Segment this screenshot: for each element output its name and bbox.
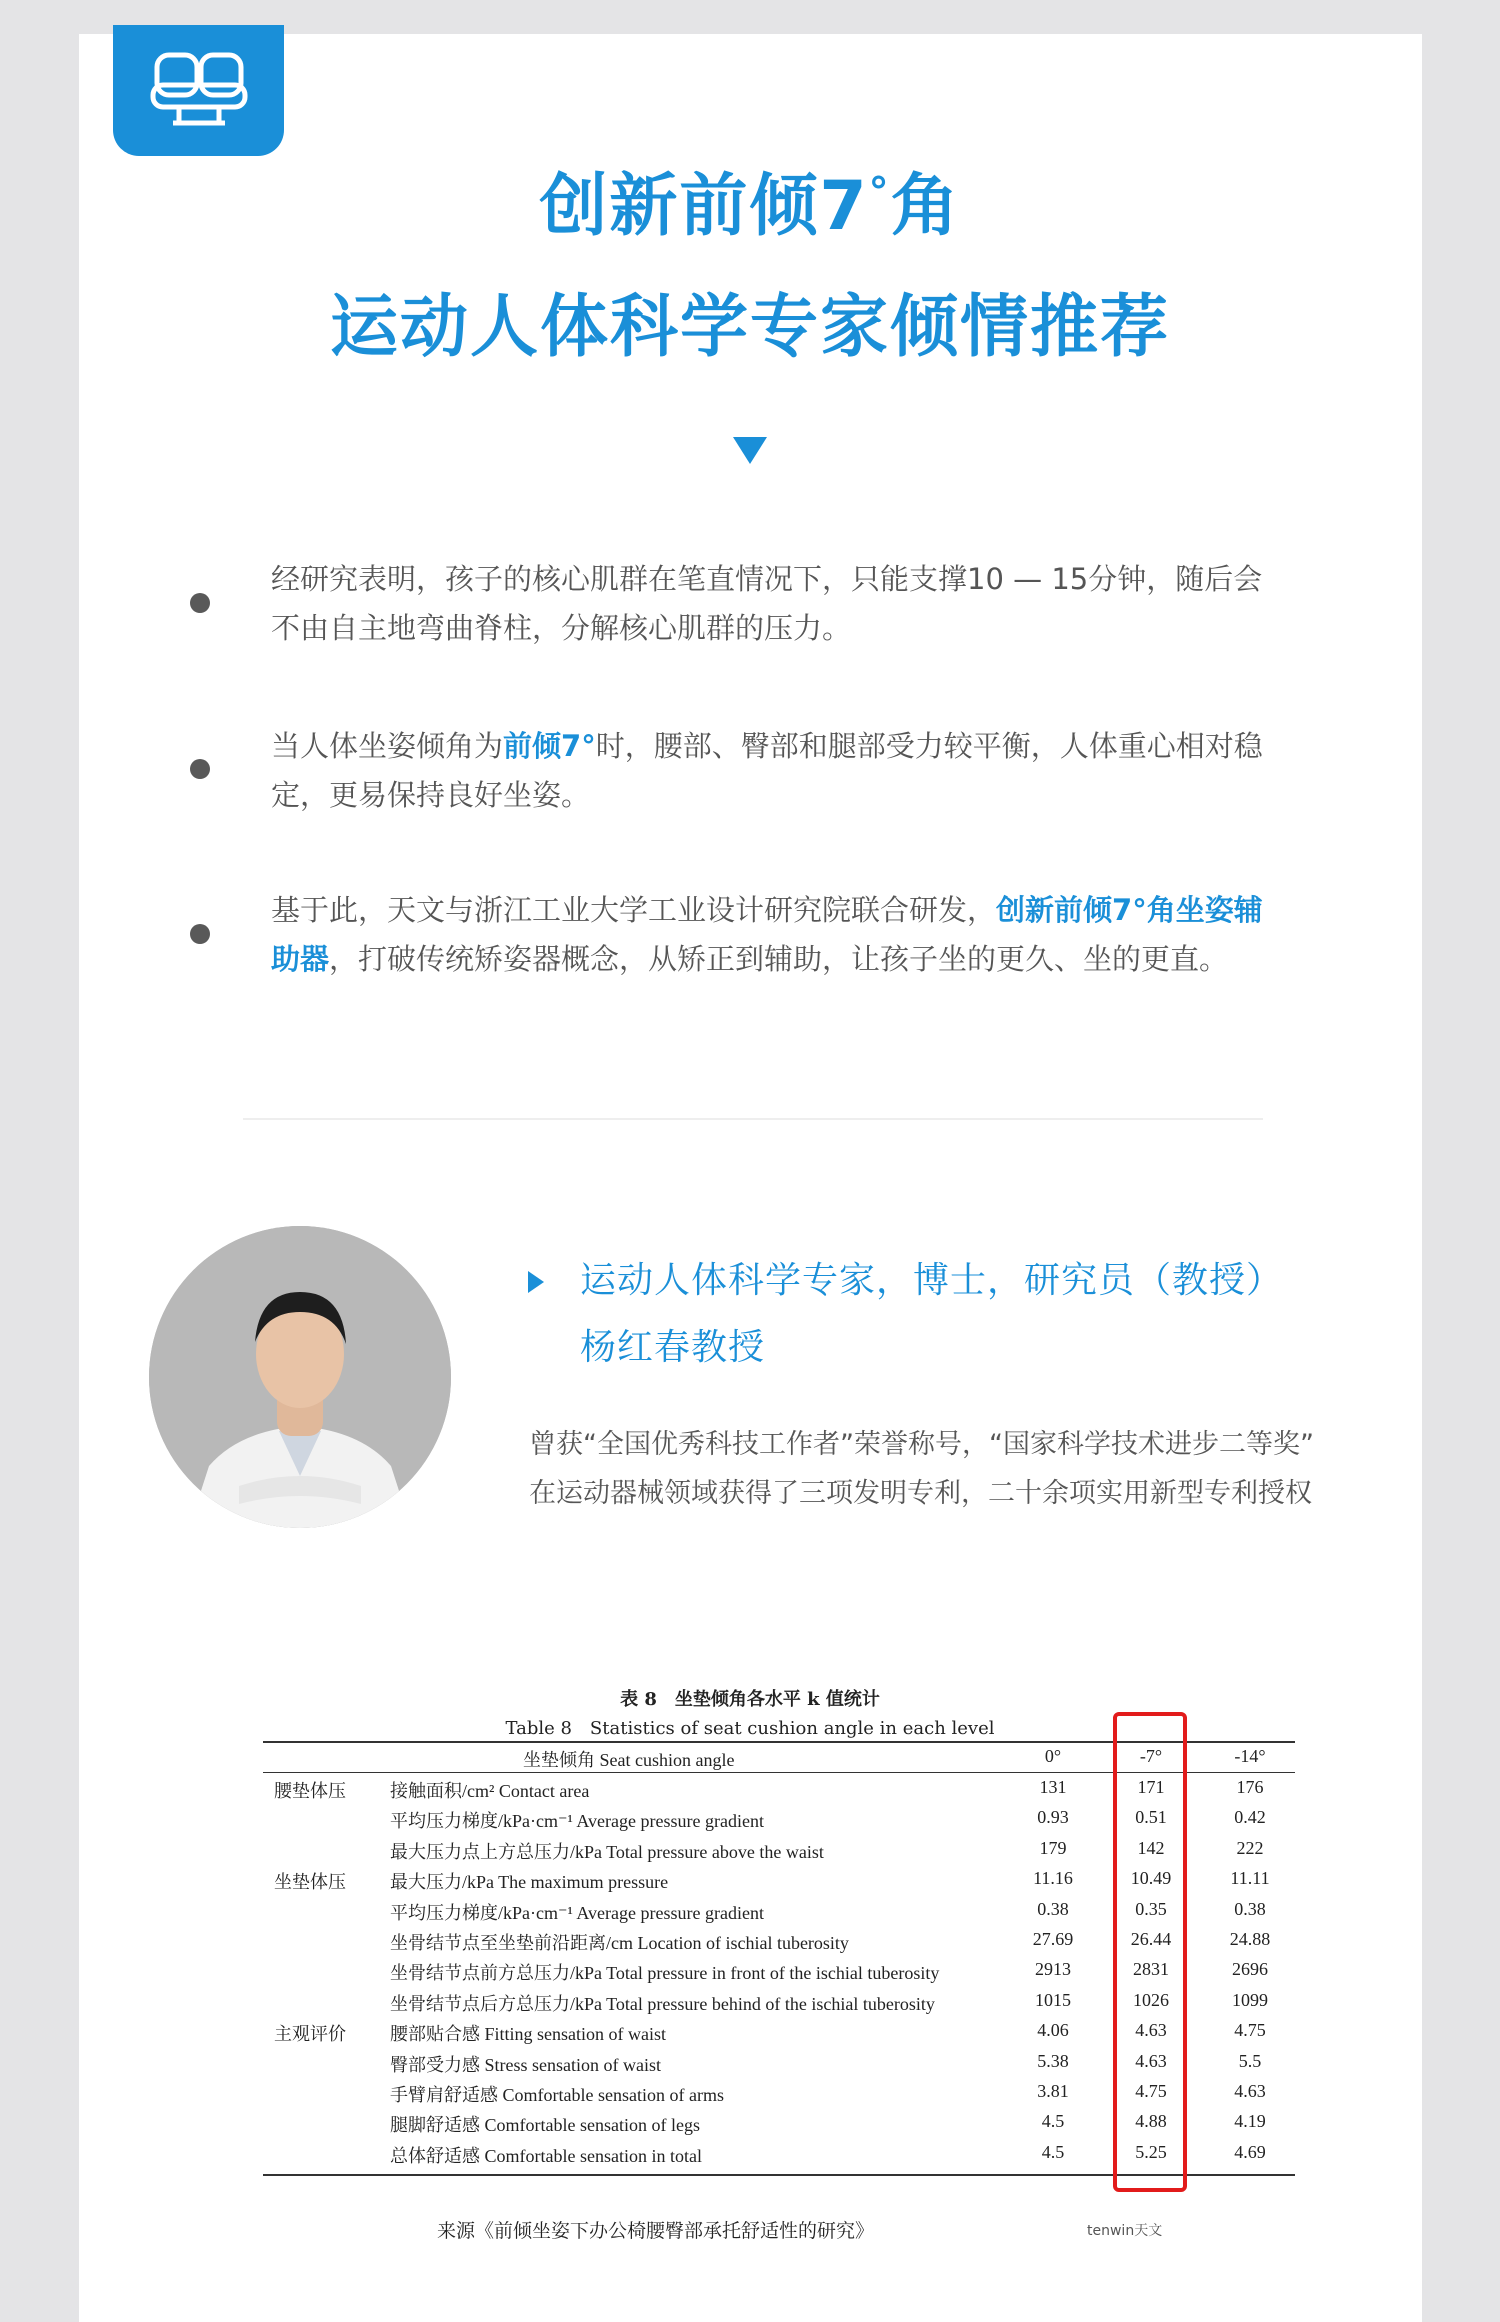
- table-cell-v0: 11.16: [1033, 1868, 1073, 1889]
- table-cell-v1: 4.63: [1135, 2050, 1167, 2071]
- table-cell-label: 最大压力/kPa The maximum pressure: [390, 1872, 669, 1893]
- table-cell-label: 坐骨结节点前方总压力/kPa Total pressure in front of the ischial tuberosity: [390, 1963, 940, 1984]
- expert-name: 杨红春教授: [580, 1327, 766, 1368]
- table-cell-v0: 0.93: [1037, 1807, 1069, 1828]
- table-cell-v2: 0.38: [1234, 1898, 1266, 1919]
- table-cell-v1: 142: [1137, 1837, 1165, 1858]
- table-cell-v1: 4.88: [1135, 2111, 1167, 2132]
- table-cell-v0: 27.69: [1032, 1929, 1074, 1949]
- table-cell-v1: 4.75: [1135, 2081, 1167, 2101]
- bullet-dot: [190, 759, 210, 779]
- play-icon: [528, 1271, 544, 1293]
- table-cell-v2: 4.63: [1234, 2081, 1266, 2101]
- table-cell-group: 腰垫体压: [274, 1781, 346, 1801]
- table-cell-v2: 24.88: [1229, 1929, 1271, 1949]
- table-cell-v1: 10.49: [1130, 1868, 1172, 1889]
- table-cell-v1: 171: [1137, 1777, 1165, 1797]
- table-cell-v0: 4.5: [1041, 2111, 1065, 2132]
- table-cell-v0: 2913: [1035, 1959, 1071, 1980]
- table-cell-v0: 4.5: [1041, 2141, 1065, 2162]
- table-cell-label: 总体舒适感 Comfortable sensation in total: [390, 2145, 702, 2166]
- product-badge: [113, 25, 284, 156]
- table-cell-v2: 4.69: [1234, 2141, 1266, 2162]
- table-cell-v0: 4.06: [1037, 2020, 1069, 2041]
- table-cell-label: 平均压力梯度/kPa·cm⁻¹ Average pressure gradient: [390, 1811, 764, 1832]
- paragraph-2: 当人体坐姿倾角为前倾7°时，腰部、臀部和腿部受力较平衡，人体重心相对稳定，更易保持良好坐姿。: [271, 729, 1263, 812]
- expert-title: 运动人体科学专家，博士，研究员（教授）: [580, 1260, 1284, 1301]
- table-header-label: 坐垫倾角 Seat cushion angle: [523, 1750, 735, 1770]
- table-cell-label: 腰部贴合感 Fitting sensation of waist: [390, 2024, 666, 2045]
- paragraph-1: 经研究表明，孩子的核心肌群在笔直情况下，只能支撑10 — 15分钟，随后会不由自主地弯曲脊柱，分解核心肌群的压力。: [271, 562, 1263, 645]
- table-cell-v2: 222: [1236, 1837, 1264, 1858]
- table-cell-v1: 26.44: [1130, 1929, 1172, 1949]
- table-cell-v1: 0.51: [1135, 1807, 1167, 1828]
- table-header-cell: -14°: [1234, 1746, 1266, 1766]
- page-title-line2: 运动人体科学专家倾情推荐: [329, 288, 1170, 367]
- bullet-dot: [190, 924, 210, 944]
- table-cell-label: 接触面积/cm² Contact area: [390, 1781, 590, 1801]
- table-cell-label: 最大压力点上方总压力/kPa Total pressure above the waist: [390, 1841, 824, 1862]
- table-cell-label: 坐骨结节点至坐垫前沿距离/cm Location of ischial tuberosity: [390, 1933, 849, 1953]
- expert-description: 曾获“全国优秀科技工作者”荣誉称号，“国家科学技术进步二等奖” 在运动器械领域获得了三项发明专利，二十余项实用新型专利授权: [529, 1429, 1314, 1509]
- table-cell-label: 坐骨结节点后方总压力/kPa Total pressure behind of the ischial tuberosity: [390, 1993, 935, 2014]
- table-cell-group: 主观评价: [274, 2024, 346, 2045]
- table-cell-v2: 2696: [1232, 1959, 1268, 1980]
- table-cell-v0: 0.38: [1037, 1898, 1069, 1919]
- table-cell-v0: 179: [1039, 1837, 1067, 1858]
- paragraph-3: 基于此，天文与浙江工业大学工业设计研究院联合研发，创新前倾7°角坐姿辅助器，打破传统矫姿器概念，从矫正到辅助，让孩子坐的更久、坐的更直。: [271, 893, 1263, 976]
- bullet-dot: [190, 593, 210, 613]
- source-citation: 来源《前倾坐姿下办公椅腰臀部承托舒适性的研究》: [437, 2220, 875, 2242]
- table-caption-cn: 表 8 坐垫倾角各水平 k 值统计: [620, 1689, 880, 1710]
- table-cell-v0: 1015: [1035, 1989, 1071, 2010]
- highlight-box: [1113, 1712, 1187, 2192]
- table-cell-group: 坐垫体压: [274, 1872, 346, 1893]
- table-cell-label: 臀部受力感 Stress sensation of waist: [390, 2054, 661, 2075]
- table-cell-v1: 4.63: [1135, 2020, 1167, 2041]
- triangle-down-icon: [733, 437, 767, 464]
- table-cell-v1: 1026: [1133, 1989, 1169, 2010]
- table-header-cell: 0°: [1044, 1746, 1062, 1766]
- table-cell-label: 平均压力梯度/kPa·cm⁻¹ Average pressure gradient: [390, 1902, 764, 1923]
- table-cell-v2: 4.19: [1234, 2111, 1266, 2132]
- table-cell-v0: 131: [1039, 1777, 1067, 1797]
- table-cell-v0: 5.38: [1037, 2050, 1069, 2071]
- table-cell-v2: 0.42: [1234, 1807, 1266, 1828]
- table-cell-v2: 1099: [1232, 1989, 1268, 2010]
- brand-logo: tenwin天文: [1087, 2223, 1163, 2239]
- table-cell-v2: 5.5: [1238, 2050, 1262, 2071]
- table-cell-label: 腿脚舒适感 Comfortable sensation of legs: [390, 2115, 700, 2136]
- expert-portrait: [149, 1226, 451, 1528]
- table-cell-v2: 11.11: [1230, 1868, 1270, 1889]
- section-divider: [243, 1118, 1263, 1120]
- page-title-line1: 创新前倾7°角: [539, 167, 961, 246]
- table-cell-v2: 4.75: [1234, 2020, 1266, 2041]
- table-header-cell: -7°: [1139, 1746, 1163, 1766]
- table-cell-v1: 0.35: [1135, 1898, 1167, 1919]
- table-cell-v0: 3.81: [1037, 2081, 1069, 2101]
- table-cell-v1: 2831: [1133, 1959, 1169, 1980]
- table-cell-label: 手臂肩舒适感 Comfortable sensation of arms: [390, 2085, 724, 2105]
- table-cell-v2: 176: [1236, 1777, 1264, 1797]
- table-cell-v1: 5.25: [1135, 2141, 1167, 2162]
- table-caption-en: Table 8 Statistics of seat cushion angle in each level: [505, 1718, 995, 1739]
- seat-cushion-icon: [149, 47, 249, 137]
